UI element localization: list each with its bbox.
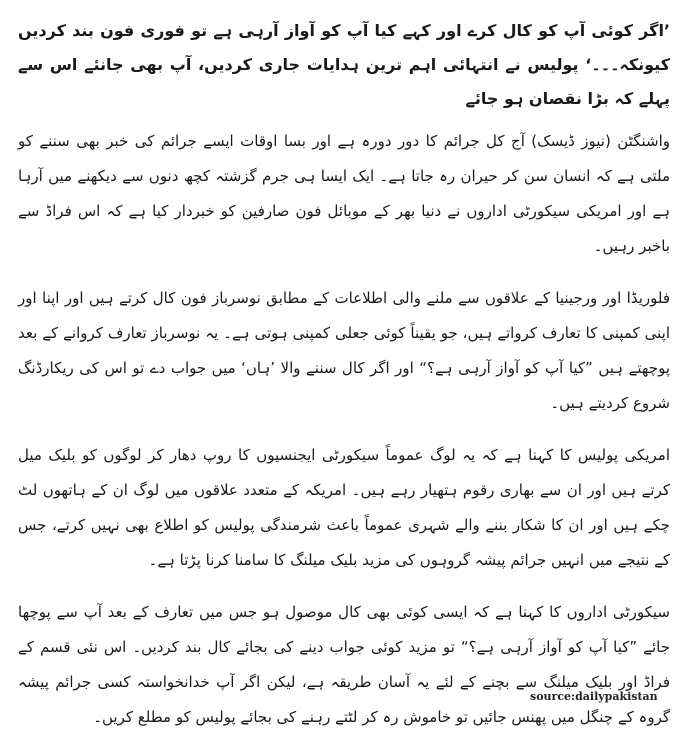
article-paragraph-3: امریکی پولیس کا کہنا ہے کہ یہ لوگ عموماً سیکورٹی ایجنسیوں کا روپ دھار کر لوگوں کو بلیک میل کرتے ہیں اور ان سے بھاری رقوم ہتھیار رہے ہیں۔ امریکہ کے متعدد علاقوں میں لوگ ان کے ہاتھوں لٹ چکے ہیں اور ان کا شکار بننے والے شہری عموماً باعث شرمندگی پولیس کو اطلاع بھی نہیں کرتے، جس کے نتیجے میں انہیں جرائم پیشہ گروہوں کی مزید بلیک میلنگ کا سامنا کرنا پڑتا ہے۔ (18, 446, 670, 569)
article-paragraph-1: واشنگٹن (نیوز ڈیسک) آج کل جرائم کا دور دورہ ہے اور بسا اوقات ایسے جرائم کی خبر بھی سننے کو ملتی ہے کہ انسان سن کر حیران رہ جاتا ہے۔ ایک ایسا ہی جرم گزشتہ کچھ دنوں سے دیکھنے میں آرہا ہے اور امریکی سیکورٹی اداروں نے دنیا بھر کے موبائل فون صارفین کو خبردار کیا ہے کہ اس فراڈ سے باخبر رہیں۔ (18, 132, 670, 255)
source-credit: source:dailypakistan (530, 690, 658, 703)
article-paragraph-4: سیکورٹی اداروں کا کہنا ہے کہ ایسی کوئی بھی کال موصول ہو جس میں تعارف کے بعد آپ سے پوچھا جائے ”کیا آپ کو آواز آرہی ہے؟“ تو مزید کوئی جواب دینے کی بجائے کال بند کردیں۔ اس نئی قسم کے فراڈ اور بلیک میلنگ سے بچنے کے لئے یہ آسان طریقہ ہے، لیکن اگر آپ خدانخواستہ کسی جرائم پیشہ گروہ کے چنگل میں پھنس جائیں تو خاموش رہ کر لٹتے رہنے کی بجائے پولیس کو مطلع کریں۔ (18, 603, 670, 726)
article-paragraph-2: فلوریڈا اور ورجینیا کے علاقوں سے ملنے والی اطلاعات کے مطابق نوسرباز فون کال کرتے ہیں اور اپنا اور اپنی کمپنی کا تعارف کرواتے ہیں، جو یقیناً کوئی جعلی کمپنی ہوتی ہے۔ یہ نوسرباز تعارف کروانے کے بعد پوچھتے ہیں ”کیا آپ کو آواز آرہی ہے؟“ اور اگر کال سننے والا ’ہاں‘ میں جواب دے تو اس کی ریکارڈنگ شروع کردیتے ہیں۔ (18, 289, 670, 412)
article-headline: ’اگر کوئی آپ کو کال کرے اور کہے کیا آپ کو آواز آرہی ہے تو فوری فون بند کردیں کیونکہ۔۔۔‘ پولیس نے انتہائی اہم ترین ہدایات جاری کردیں، آپ بھی جانئے اس سے پہلے کہ بڑا نقصان ہو جائے (18, 21, 670, 108)
news-article (18, 14, 670, 741)
